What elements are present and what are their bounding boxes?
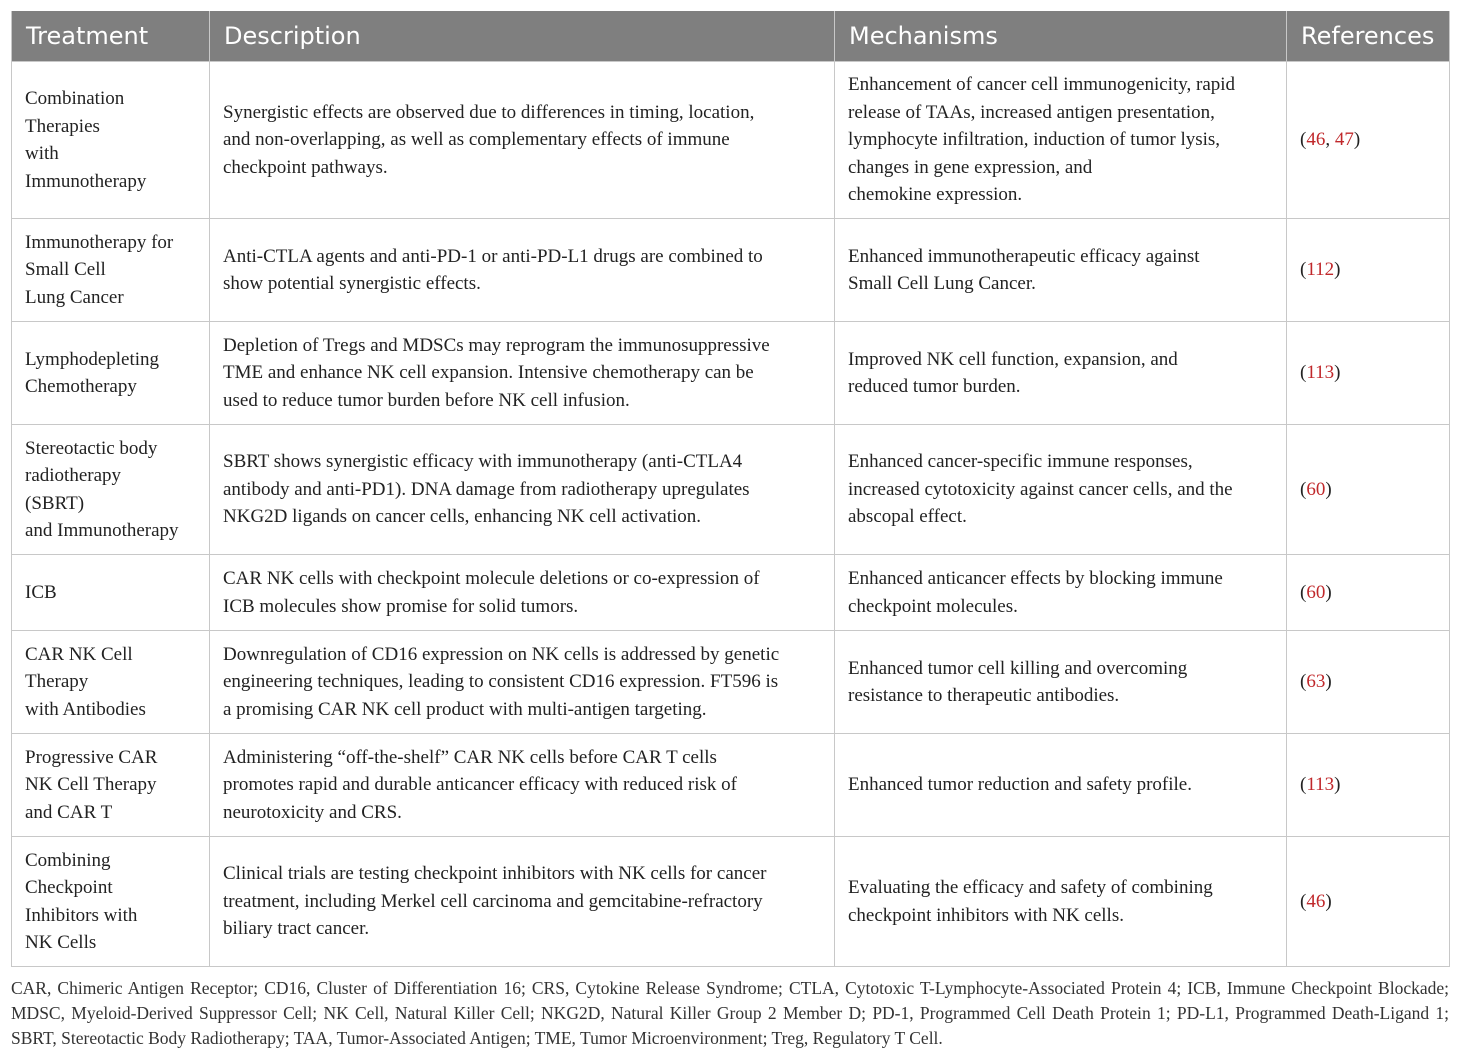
description-cell-line: NKG2D ligands on cancer cells, enhancing NK cell activation. xyxy=(223,506,702,528)
mechanisms-cell-line: reduced tumor burden. xyxy=(848,376,1021,397)
mechanisms-cell xyxy=(835,734,1287,837)
mechanisms-cell-line: Enhanced anticancer effects by blocking immune xyxy=(848,568,1223,589)
description-cell-line: Synergistic effects are observed due to differences in timing, location, xyxy=(223,101,755,123)
references-cell: (113) xyxy=(1287,734,1450,837)
description-cell-line: biliary tract cancer. xyxy=(223,918,370,940)
treatment-cell-line: Inhibitors with xyxy=(25,904,138,926)
mechanisms-cell-line: lymphocyte infiltration, induction of tumor lysis, xyxy=(848,129,1221,151)
mechanisms-cell xyxy=(835,62,1287,219)
treatment-cell-line: Immunotherapy xyxy=(25,170,147,192)
description-cell-line: and non-overlapping, as well as complementary effects of immune xyxy=(223,129,730,151)
references-cell: (60) xyxy=(1287,555,1450,631)
treatment-cell-line: Small Cell xyxy=(25,259,106,281)
description-cell-line: a promising CAR NK cell product with multi-antigen targeting. xyxy=(223,698,707,720)
mechanisms-cell-line: checkpoint inhibitors with NK cells. xyxy=(848,904,1124,926)
treatment-table xyxy=(11,11,1450,967)
description-cell-line: Depletion of Tregs and MDSCs may reprogram the immunosuppressive xyxy=(223,334,770,356)
treatment-cell-line: Lymphodepleting xyxy=(25,348,160,370)
treatment-cell-line: ICB xyxy=(25,581,57,603)
mechanisms-cell-line: changes in gene expression, and xyxy=(848,156,1093,178)
treatment-cell xyxy=(12,322,210,425)
description-cell-line: checkpoint pathways. xyxy=(223,156,388,178)
table-row xyxy=(12,734,1450,837)
description-cell-line: Clinical trials are testing checkpoint inhibitors with NK cells for cancer xyxy=(223,863,767,885)
header-mechanisms: Mechanisms xyxy=(835,11,1287,62)
mechanisms-cell-line: Evaluating the efficacy and safety of combining xyxy=(848,877,1213,898)
footnote: CAR, Chimeric Antigen Receptor; CD16, Cluster of Differentiation 16; CRS, Cytokine Release Syndrome; CTLA, Cytotoxic T-Lymphocyte-Associated Protein 4; ICB, Immune Checkpoint Blockade; MDSC, Myeloid-Derived Suppressor Cell; NK Cell, Natural Killer Cell; NKG2D, Natural Killer Group 2 Member D; PD-1, Programmed Cell Death Protein 1; PD-L1, Programmed Death-Ligand 1; SBRT, Stereotactic Body Radiotherapy; TAA, Tumor-Associated Antigen; TME, Tumor Microenvironment; Treg, Regulatory T Cell. xyxy=(11,978,1449,1048)
treatment-cell xyxy=(12,219,210,322)
description-cell-line: promotes rapid and durable anticancer efficacy with reduced risk of xyxy=(223,774,738,796)
treatment-cell-line: Combination xyxy=(25,88,125,109)
mechanisms-cell xyxy=(835,322,1287,425)
treatment-cell-line: and Immunotherapy xyxy=(25,520,179,541)
mechanisms-cell xyxy=(835,219,1287,322)
header-references: References xyxy=(1287,11,1450,62)
mechanisms-cell-line: resistance to therapeutic antibodies. xyxy=(848,685,1120,706)
description-cell-line: ICB molecules show promise for solid tumors. xyxy=(223,595,579,617)
table-row xyxy=(12,555,1450,631)
description-cell-line: Anti-CTLA agents and anti-PD-1 or anti-PD-L1 drugs are combined to xyxy=(223,245,763,267)
description-cell xyxy=(210,62,835,219)
mechanisms-cell-line: checkpoint molecules. xyxy=(848,595,1018,617)
description-cell-line: used to reduce tumor burden before NK cell infusion. xyxy=(223,389,630,411)
treatment-cell xyxy=(12,62,210,219)
description-cell xyxy=(210,631,835,734)
description-cell-line: Downregulation of CD16 expression on NK cells is addressed by genetic xyxy=(223,643,780,665)
description-cell-line: show potential synergistic effects. xyxy=(223,273,481,294)
treatment-cell-line: Immunotherapy for xyxy=(25,231,174,253)
references-cell: (60) xyxy=(1287,425,1450,555)
treatment-cell-line: Lung Cancer xyxy=(25,286,124,308)
references-cell: (46, 47) xyxy=(1287,62,1450,219)
table-row xyxy=(12,322,1450,425)
treatment-cell-line: CAR NK Cell xyxy=(25,643,133,665)
description-cell xyxy=(210,219,835,322)
header-treatment: Treatment xyxy=(12,11,210,62)
mechanisms-cell-line: Small Cell Lung Cancer. xyxy=(848,273,1036,294)
treatment-cell xyxy=(12,734,210,837)
references-cell: (113) xyxy=(1287,322,1450,425)
treatment-cell-line: NK Cells xyxy=(25,932,97,953)
mechanisms-cell-line: Enhancement of cancer cell immunogenicity, rapid xyxy=(848,74,1236,96)
mechanisms-cell xyxy=(835,631,1287,734)
treatment-cell-line: NK Cell Therapy xyxy=(25,774,157,796)
mechanisms-cell xyxy=(835,425,1287,555)
reference-link[interactable]: 113 xyxy=(1306,362,1335,384)
table-container xyxy=(11,11,1449,967)
treatment-cell-line: and CAR T xyxy=(25,801,113,823)
description-cell-line: neurotoxicity and CRS. xyxy=(223,801,402,823)
description-cell-line: engineering techniques, leading to consistent CD16 expression. FT596 is xyxy=(223,671,779,693)
reference-link[interactable]: 113 xyxy=(1306,774,1335,796)
mechanisms-cell-line: chemokine expression. xyxy=(848,184,1023,206)
mechanisms-cell-line: Improved NK cell function, expansion, and xyxy=(848,348,1178,370)
mechanisms-cell xyxy=(835,837,1287,967)
reference-link[interactable]: 60 xyxy=(1306,581,1326,603)
mechanisms-cell-line: Enhanced cancer-specific immune responses, xyxy=(848,451,1193,473)
references-cell: (63) xyxy=(1287,631,1450,734)
header-description: Description xyxy=(210,11,835,62)
treatment-cell xyxy=(12,631,210,734)
reference-link[interactable]: 47 xyxy=(1334,129,1354,151)
treatment-cell-line: Therapy xyxy=(25,671,89,693)
description-cell-line: TME and enhance NK cell expansion. Intensive chemotherapy can be xyxy=(223,362,754,384)
treatment-cell-line: Checkpoint xyxy=(25,877,113,898)
treatment-cell xyxy=(12,425,210,555)
description-cell-line: SBRT shows synergistic efficacy with immunotherapy (anti-CTLA4 xyxy=(223,451,743,473)
treatment-cell-line: radiotherapy xyxy=(25,465,122,486)
description-cell-line: CAR NK cells with checkpoint molecule deletions or co-expression of xyxy=(223,568,760,589)
treatment-cell xyxy=(12,837,210,967)
mechanisms-cell-line: Enhanced tumor reduction and safety profile. xyxy=(848,774,1192,796)
treatment-cell-line: with Antibodies xyxy=(25,698,146,720)
table-row xyxy=(12,219,1450,322)
treatment-cell-line: Progressive CAR xyxy=(25,746,158,768)
mechanisms-cell-line: Enhanced immunotherapeutic efficacy against xyxy=(848,245,1200,267)
references-cell: (46) xyxy=(1287,837,1450,967)
treatment-cell-line: Combining xyxy=(25,849,111,871)
treatment-cell-line: Therapies xyxy=(25,115,100,137)
mechanisms-cell xyxy=(835,555,1287,631)
table-row xyxy=(12,62,1450,219)
mechanisms-cell-line: Enhanced tumor cell killing and overcoming xyxy=(848,657,1188,679)
reference-link[interactable]: 46 xyxy=(1306,129,1326,151)
treatment-cell-line: Chemotherapy xyxy=(25,376,137,397)
treatment-cell-line: Stereotactic body xyxy=(25,437,158,459)
mechanisms-cell-line: increased cytotoxicity against cancer cells, and the xyxy=(848,478,1233,500)
description-cell xyxy=(210,555,835,631)
reference-link[interactable]: 112 xyxy=(1306,259,1335,281)
header-row xyxy=(12,11,1450,62)
treatment-cell-line: with xyxy=(25,143,59,164)
description-cell-line: antibody and anti-PD1). DNA damage from radiotherapy upregulates xyxy=(223,478,750,500)
description-cell-line: Administering “off-the-shelf” CAR NK cells before CAR T cells xyxy=(223,746,717,768)
description-cell xyxy=(210,425,835,555)
table-body xyxy=(12,62,1450,967)
treatment-cell xyxy=(12,555,210,631)
description-cell xyxy=(210,734,835,837)
reference-link[interactable]: 60 xyxy=(1306,478,1326,500)
reference-link[interactable]: 46 xyxy=(1306,890,1326,912)
mechanisms-cell-line: abscopal effect. xyxy=(848,506,967,528)
description-cell xyxy=(210,322,835,425)
mechanisms-cell-line: release of TAAs, increased antigen presentation, xyxy=(848,101,1215,123)
reference-link[interactable]: 63 xyxy=(1306,671,1326,693)
description-cell-line: treatment, including Merkel cell carcinoma and gemcitabine-refractory xyxy=(223,890,763,912)
table-row xyxy=(12,837,1450,967)
references-cell: (112) xyxy=(1287,219,1450,322)
treatment-cell-line: (SBRT) xyxy=(25,492,85,514)
table-row xyxy=(12,631,1450,734)
table-row xyxy=(12,425,1450,555)
description-cell xyxy=(210,837,835,967)
